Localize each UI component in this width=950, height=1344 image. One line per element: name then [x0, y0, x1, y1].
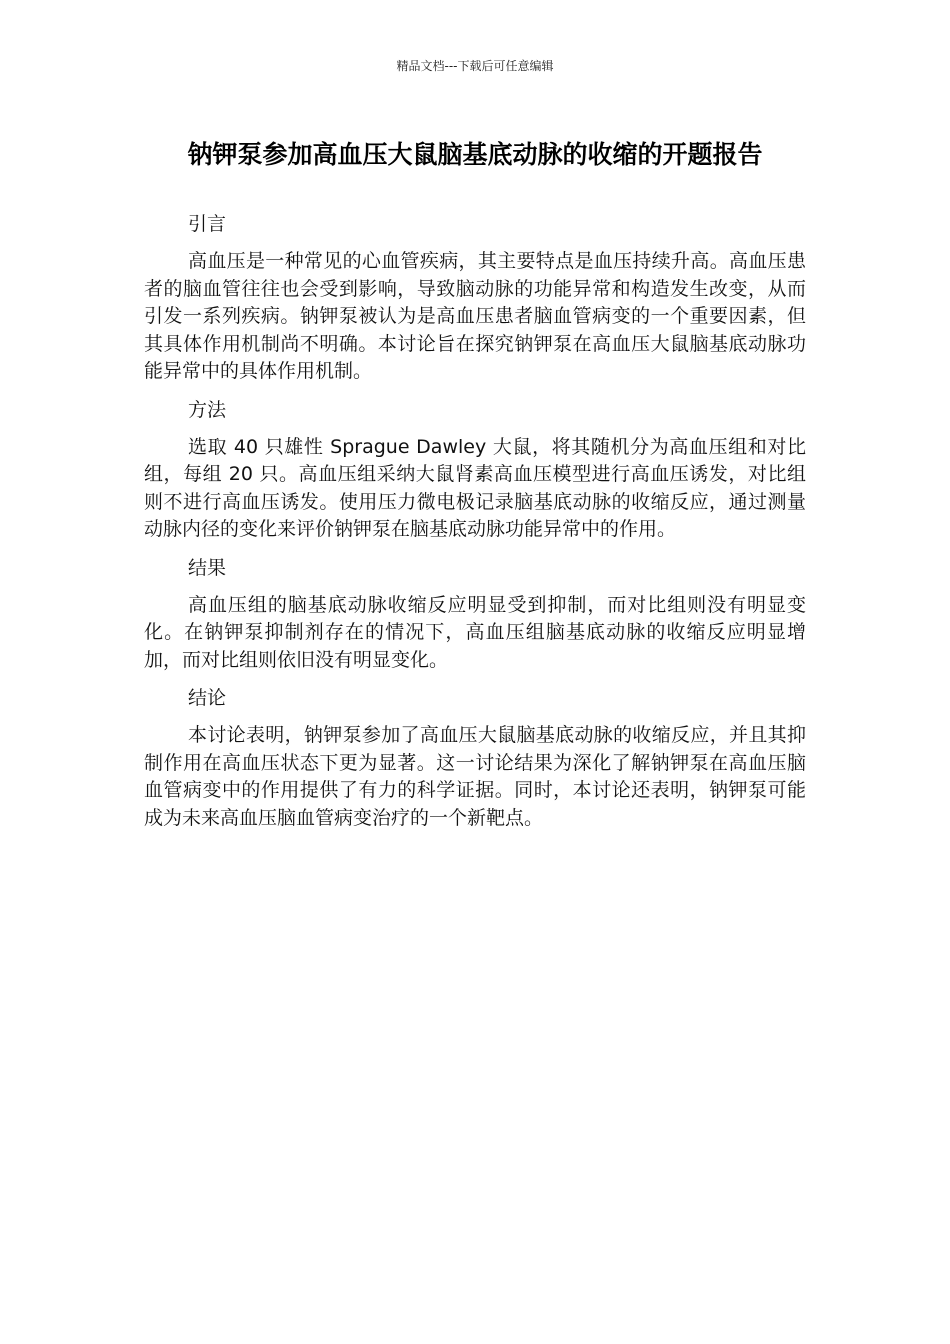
section-heading: 引言: [188, 213, 227, 235]
section-heading: 方法: [188, 398, 227, 421]
section-heading: 结果: [188, 556, 227, 579]
section-methods: [144, 396, 806, 544]
section-paragraph: 本讨论表明，钠钾泵参加了高血压大鼠脑基底动脉的收缩反应，并且其抑制作用在高血压状态下更为显著。这一讨论结果为深化了解钠钾泵在高血压脑血管病变中的作用提供了有力的科学证据。同时，本讨论还表明，钠钾泵可能成为未来高血压脑血管病变治疗的一个新靶点。: [144, 724, 806, 829]
section-paragraph: 高血压组的脑基底动脉收缩反应明显受到抑制，而对比组则没有明显变化。在钠钾泵抑制剂存在的情况下，高血压组脑基底动脉的收缩反应明显增加，而对比组则依旧没有明显变化。: [144, 593, 806, 671]
page-header-note: 精品文档---下载后可任意编辑: [396, 59, 554, 73]
section-introduction: [144, 210, 806, 386]
section-paragraph: 选取 40 只雄性 Sprague Dawley 大鼠，将其随机分为高血压组和对比组，每组 20 只。高血压组采纳大鼠肾素高血压模型进行高血压诱发，对比组则不进行高血压诱发。使用压力微电极记录脑基底动脉的收缩反应，通过测量动脉内径的变化来评价钠钾泵在脑基底动脉功能异常中的作用。: [144, 435, 806, 540]
section-conclusion: [144, 684, 806, 832]
document-title: 钠钾泵参加高血压大鼠脑基底动脉的收缩的开题报告: [187, 140, 763, 169]
section-results: [144, 554, 806, 675]
document-body: [144, 210, 806, 842]
section-paragraph: 高血压是一种常见的心血管疾病，其主要特点是血压持续升高。高血压患者的脑血管往往也会受到影响，导致脑动脉的功能异常和构造发生改变，从而引发一系列疾病。钠钾泵被认为是高血压患者脑血管病变的一个重要因素，但其具体作用机制尚不明确。本讨论旨在探究钠钾泵在高血压大鼠脑基底动脉功能异常中的具体作用机制。: [144, 250, 806, 382]
section-heading: 结论: [188, 687, 227, 709]
